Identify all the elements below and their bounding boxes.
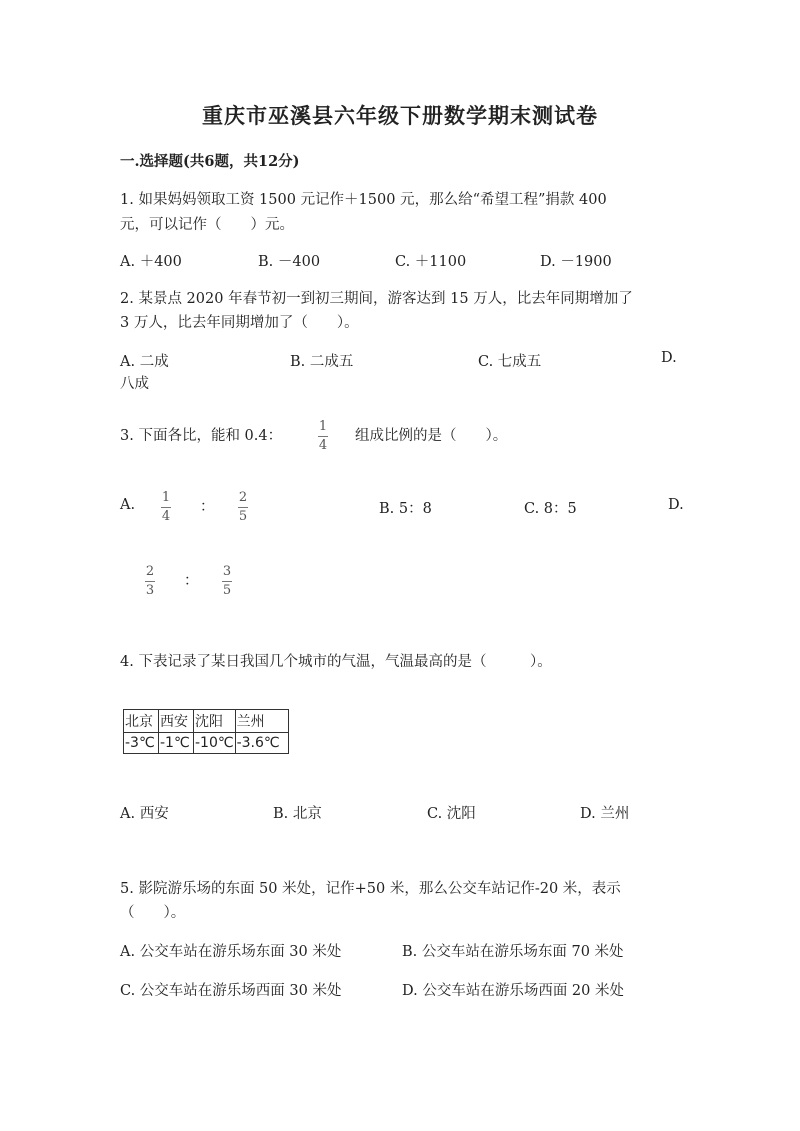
q4-option-d: D. 兰州 bbox=[580, 806, 630, 822]
question-4-text: 4. 下表记录了某日我国几个城市的气温，气温最高的是（ ）。 bbox=[120, 654, 552, 670]
q3-fraction bbox=[318, 420, 328, 453]
fraction-numerator: 2 bbox=[238, 490, 248, 505]
q3-option-d-colon: ： bbox=[184, 573, 199, 589]
page-title: 重庆市巫溪县六年级下册数学期末测试卷 bbox=[202, 103, 598, 128]
q2-option-c: C. 七成五 bbox=[478, 354, 542, 370]
q5-option-c: C. 公交车站在游乐场西面 30 米处 bbox=[120, 983, 342, 999]
q3-option-d-label: D. bbox=[668, 497, 684, 513]
q3-option-a-fraction-2 bbox=[238, 491, 248, 524]
q5-option-a: A. 公交车站在游乐场东面 30 米处 bbox=[120, 944, 342, 960]
fraction-numerator: 1 bbox=[161, 490, 171, 505]
q3-option-a-colon: ： bbox=[200, 499, 215, 515]
fraction-bar bbox=[318, 436, 328, 437]
q2-option-d-text: 八成 bbox=[120, 376, 149, 392]
fraction-denominator: 4 bbox=[161, 509, 171, 524]
fraction-bar bbox=[238, 507, 248, 508]
q5-option-b: B. 公交车站在游乐场东面 70 米处 bbox=[402, 944, 624, 960]
fraction-denominator: 4 bbox=[318, 438, 328, 453]
table-cell-temp: -10℃ bbox=[194, 733, 236, 754]
question-3-text-b: 组成比例的是（ ）。 bbox=[355, 428, 508, 444]
table-row bbox=[124, 733, 289, 754]
fraction-bar bbox=[161, 507, 171, 508]
table-cell-city: 兰州 bbox=[235, 710, 288, 733]
q3-option-d-fraction-2 bbox=[222, 565, 232, 598]
section-heading: 一.选择题(共6题，共12分) bbox=[120, 153, 300, 170]
fraction-bar bbox=[145, 581, 155, 582]
fraction-numerator: 3 bbox=[222, 564, 232, 579]
table-cell-city: 北京 bbox=[124, 710, 159, 733]
question-1-line1: 1. 如果妈妈领取工资 1500 元记作＋1500 元，那么给“希望工程”捐款 400 bbox=[120, 192, 607, 208]
fraction-bar bbox=[222, 581, 232, 582]
fraction-numerator: 1 bbox=[318, 419, 328, 434]
temperature-table bbox=[123, 709, 289, 754]
question-1-line2: 元，可以记作（ ）元。 bbox=[120, 217, 294, 233]
q1-option-b: B. －400 bbox=[258, 254, 321, 270]
question-5-line1: 5. 影院游乐场的东面 50 米处，记作+50 米，那么公交车站记作-20 米，表示 bbox=[120, 881, 621, 897]
q3-option-b: B. 5：8 bbox=[379, 501, 432, 517]
q2-option-b: B. 二成五 bbox=[290, 354, 354, 370]
fraction-numerator: 2 bbox=[145, 564, 155, 579]
table-cell-temp: -3.6℃ bbox=[235, 733, 288, 754]
fraction-denominator: 5 bbox=[238, 509, 248, 524]
q4-option-b: B. 北京 bbox=[273, 806, 322, 822]
q2-option-a: A. 二成 bbox=[120, 354, 169, 370]
q4-option-a: A. 西安 bbox=[120, 806, 169, 822]
q1-option-a: A. ＋400 bbox=[120, 254, 182, 270]
q3-option-a-label: A. bbox=[120, 497, 136, 513]
question-5-line2: （ ）。 bbox=[120, 905, 186, 921]
q3-option-d-fraction-1 bbox=[145, 565, 155, 598]
q1-option-d: D. －1900 bbox=[540, 254, 612, 270]
table-row bbox=[124, 710, 289, 733]
q2-option-d: D. bbox=[661, 350, 677, 366]
q5-option-d: D. 公交车站在游乐场西面 20 米处 bbox=[402, 983, 624, 999]
question-3-text-a: 3. 下面各比，能和 0.4： bbox=[120, 428, 283, 444]
fraction-denominator: 3 bbox=[145, 583, 155, 598]
table-cell-city: 西安 bbox=[159, 710, 194, 733]
q1-option-c: C. ＋1100 bbox=[395, 254, 467, 270]
table-cell-temp: -1℃ bbox=[159, 733, 194, 754]
table-cell-city: 沈阳 bbox=[194, 710, 236, 733]
q3-option-a-fraction-1 bbox=[161, 491, 171, 524]
question-2-line2: 3 万人，比去年同期增加了（ ）。 bbox=[120, 315, 359, 331]
table-cell-temp: -3℃ bbox=[124, 733, 159, 754]
fraction-denominator: 5 bbox=[222, 583, 232, 598]
question-2-line1: 2. 某景点 2020 年春节初一到初三期间，游客达到 15 万人，比去年同期增加了 bbox=[120, 291, 633, 307]
q4-option-c: C. 沈阳 bbox=[427, 806, 476, 822]
q3-option-c: C. 8：5 bbox=[524, 501, 577, 517]
